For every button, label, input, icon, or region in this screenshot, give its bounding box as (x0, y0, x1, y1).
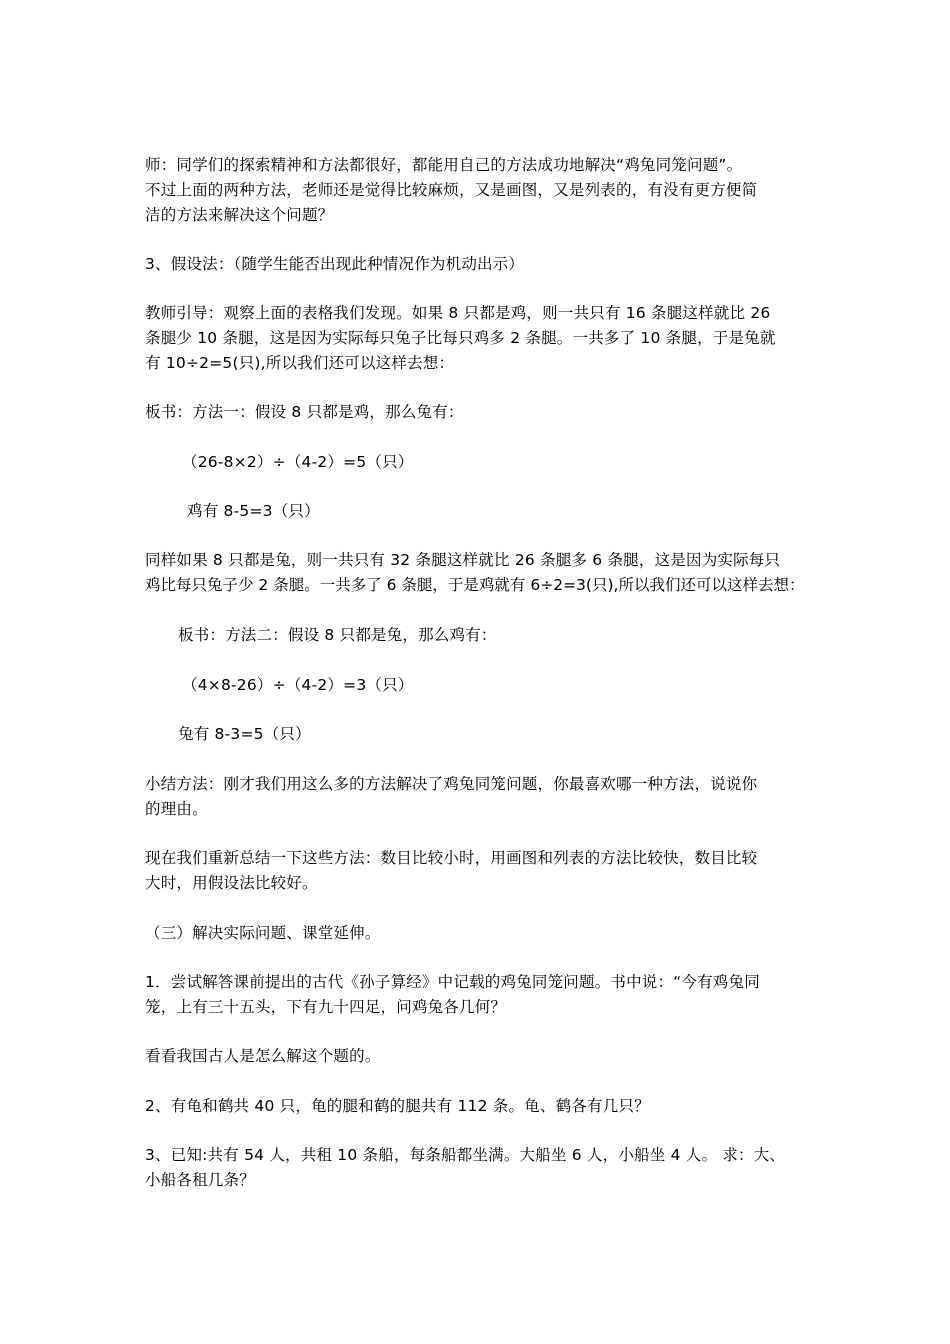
paragraph-1-line-2: 不过上面的两种方法，老师还是觉得比较麻烦，又是画图，又是列表的，有没有更方便简 (145, 181, 758, 199)
paragraph-3-line-2: 鸡比每只兔子少 2 条腿。一共多了 6 条腿，于是鸡就有 6÷2=3(只),所以我们还可以这样去想： (145, 576, 805, 594)
assumption-method-heading: 3、假设法：（随学生能否出现此种情况作为机动出示） (145, 255, 525, 273)
paragraph-4-line-2: 的理由。 (145, 800, 208, 818)
problem-3-line-1: 3、已知:共有 54 人，共租 10 条船，每条船都坐满。大船坐 6 人，小船坐 4 人。 求：大、 (145, 1146, 786, 1164)
board-method-2: 板书：方法二：假设 8 只都是兔，那么鸡有： (178, 626, 497, 644)
paragraph-5-line-2: 大时，用假设法比较好。 (145, 874, 318, 892)
paragraph-5-line-1: 现在我们重新总结一下这些方法：数目比较小时，用画图和列表的方法比较快，数目比较 (145, 849, 758, 867)
paragraph-2-line-1: 教师引导：观察上面的表格我们发现。如果 8 只都是鸡，则一共只有 16 条腿这样就比 26 (145, 304, 771, 322)
paragraph-1-line-3: 洁的方法来解决这个问题？ (145, 206, 334, 224)
formula-3: （4×8-26）÷（4-2）=3（只） (182, 676, 414, 694)
formula-2: 鸡有 8-5=3（只） (187, 502, 320, 520)
problem-1-line-1: 1．尝试解答课前提出的古代《孙子算经》中记载的鸡兔同笼问题。书中说：“今有鸡兔同 (145, 973, 760, 991)
problem-1-line-2: 笼，上有三十五头，下有九十四足，问鸡兔各几何？ (145, 998, 507, 1016)
paragraph-3-line-1: 同样如果 8 只都是兔，则一共只有 32 条腿这样就比 26 条腿多 6 条腿，这是因为实际每只 (145, 551, 781, 569)
paragraph-2-line-3: 有 10÷2=5(只),所以我们还可以这样去想： (145, 354, 455, 372)
problem-2: 2、有龟和鹤共 40 只，龟的腿和鹤的腿共有 112 条。龟、鹤各有几只？ (145, 1097, 650, 1115)
paragraph-4-line-1: 小结方法：刚才我们用这么多的方法解决了鸡兔同笼问题，你最喜欢哪一种方法，说说你 (145, 775, 758, 793)
section-3-heading: （三）解决实际问题、课堂延伸。 (145, 924, 381, 942)
formula-1: （26-8×2）÷（4-2）=5（只） (182, 453, 414, 471)
paragraph-2-line-2: 条腿少 10 条腿，这是因为实际每只兔子比每只鸡多 2 条腿。一共多了 10 条腿，于是兔就 (145, 329, 776, 347)
problem-3-line-2: 小船各租几条？ (145, 1171, 255, 1189)
paragraph-6: 看看我国古人是怎么解这个题的。 (145, 1047, 381, 1065)
paragraph-1-line-1: 师：同学们的探索精神和方法都很好，都能用自己的方法成功地解决“鸡兔同笼问题”。 (145, 156, 743, 174)
formula-4: 兔有 8-3=5（只） (178, 725, 311, 743)
board-method-1: 板书：方法一：假设 8 只都是鸡，那么兔有： (145, 403, 464, 421)
